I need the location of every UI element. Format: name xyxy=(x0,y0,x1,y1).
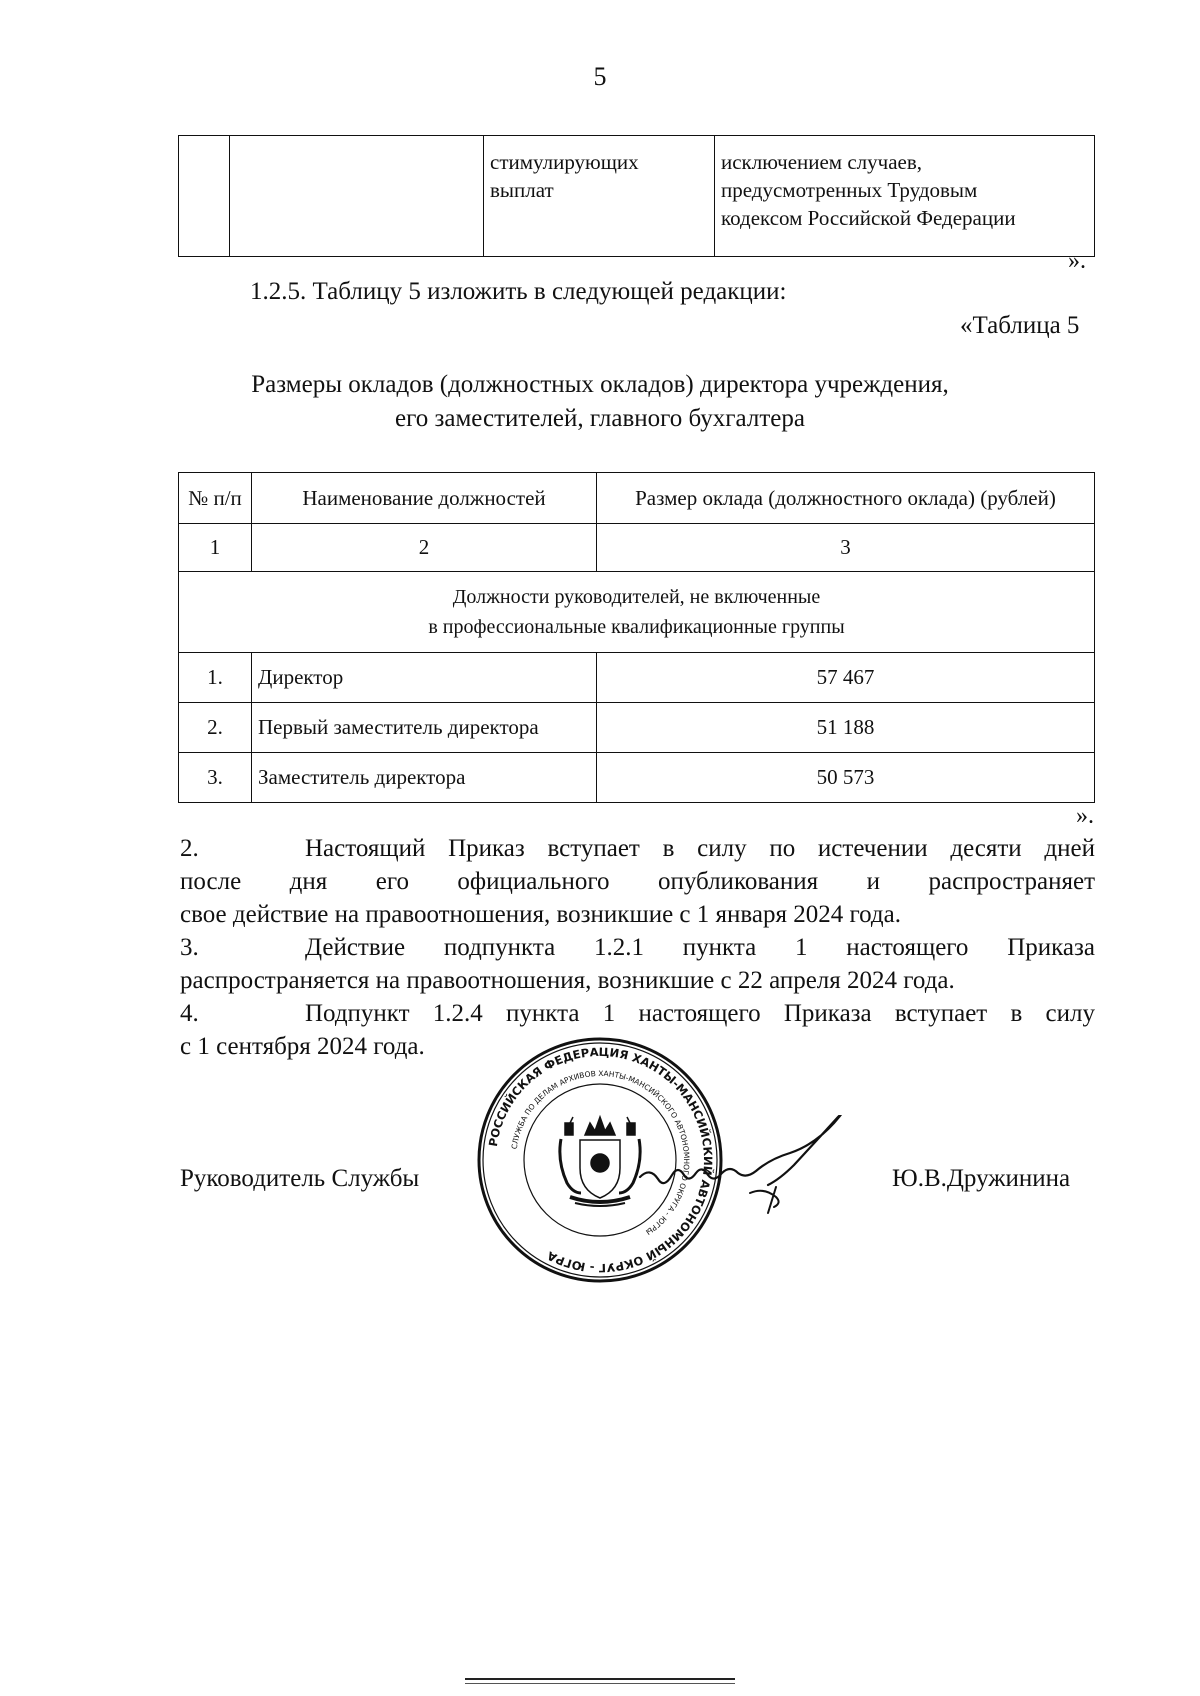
table-group-row xyxy=(179,572,1095,653)
table-row xyxy=(179,653,1095,703)
group-line: Должности руководителей, не включенные xyxy=(452,586,821,608)
table-cell: 3 xyxy=(597,524,1095,572)
position-name: Заместитель директора xyxy=(252,753,597,803)
signature-icon xyxy=(630,1115,890,1225)
item-3 xyxy=(180,931,1095,997)
page-number: 5 xyxy=(593,62,607,91)
coat-of-arms-icon xyxy=(560,1117,640,1206)
item-line: с 1 сентября 2024 года. xyxy=(180,1033,425,1060)
cell-text: кодексом Российской Федерации xyxy=(721,206,1016,230)
salary-value: 50 573 xyxy=(597,753,1095,803)
caption-line: его заместителей, главного бухгалтера xyxy=(395,405,805,432)
table-row xyxy=(179,136,1095,257)
item-number xyxy=(180,832,305,865)
header-cell: № п/п xyxy=(179,473,252,524)
signatory-name: Ю.В.Дружинина xyxy=(892,1165,1071,1192)
closing-quote: ». xyxy=(1068,248,1086,274)
table-cell: 1 xyxy=(179,524,252,572)
item-line xyxy=(180,832,1095,865)
table-cell xyxy=(179,136,230,257)
item-line: распространяется на правоотношения, возникшие с 22 апреля 2024 года. xyxy=(180,967,955,994)
item-number xyxy=(180,997,305,1030)
item-line: свое действие на правоотношения, возникшие с 1 января 2024 года. xyxy=(180,901,901,928)
table-caption xyxy=(0,368,1200,436)
cell-text: стимулирующих xyxy=(490,150,639,174)
table-cell: 2 xyxy=(252,524,597,572)
item-line: после дня его официального опубликования и распространяет xyxy=(180,868,1095,895)
table-header-row xyxy=(179,473,1095,524)
item-number-text: 2. xyxy=(180,835,199,862)
cell-text: исключением случаев, xyxy=(721,150,923,174)
row-number: 3. xyxy=(179,753,252,803)
row-number: 2. xyxy=(179,703,252,753)
footer-line xyxy=(465,1683,735,1684)
table-label: «Таблица 5 xyxy=(960,312,1080,339)
row-number: 1. xyxy=(179,653,252,703)
item-line xyxy=(180,997,1095,1030)
seal-outer-text: РОССИЙСКАЯ ФЕДЕРАЦИЯ ХАНТЫ-МАНСИЙСКИЙ АВТОНОМНЫЙ ОКРУГ - ЮГРА xyxy=(485,1044,716,1276)
salary-value: 57 467 xyxy=(597,653,1095,703)
caption-line: Размеры окладов (должностных окладов) директора учреждения, xyxy=(251,371,949,398)
table-row xyxy=(179,753,1095,803)
table-cell xyxy=(484,136,715,257)
group-cell xyxy=(179,572,1095,653)
seal-inner-text: СЛУЖБА ПО ДЕЛАМ АРХИВОВ ХАНТЫ-МАНСИЙСКОГО АВТОНОМНОГО ОКРУГА - ЮГРЫ xyxy=(509,1068,692,1237)
position-name: Директор xyxy=(252,653,597,703)
item-2 xyxy=(180,832,1095,931)
group-line: в профессиональные квалификационные группы xyxy=(428,616,845,638)
signatory-position: Руководитель Службы xyxy=(180,1165,420,1192)
paragraph-1-2-5: 1.2.5. Таблицу 5 изложить в следующей редакции: xyxy=(250,278,787,305)
table-row xyxy=(179,703,1095,753)
item-line xyxy=(180,931,1095,964)
closing-quote: ». xyxy=(1076,803,1094,829)
header-cell: Размер оклада (должностного оклада) (рублей) xyxy=(597,473,1095,524)
item-text: Настоящий Приказ вступает в силу по истечении десяти дней xyxy=(305,835,1095,862)
table-row xyxy=(179,524,1095,572)
item-number-text: 3. xyxy=(180,934,199,961)
position-name: Первый заместитель директора xyxy=(252,703,597,753)
table-cell xyxy=(230,136,484,257)
item-text: Подпункт 1.2.4 пункта 1 настоящего Приказа вступает в силу xyxy=(305,1000,1095,1027)
header-cell: Наименование должностей xyxy=(252,473,597,524)
footer-line xyxy=(465,1678,735,1680)
salary-value: 51 188 xyxy=(597,703,1095,753)
item-text: Действие подпункта 1.2.1 пункта 1 настоящего Приказа xyxy=(305,934,1095,961)
item-number-text: 4. xyxy=(180,1000,199,1027)
continuation-table xyxy=(178,135,1095,257)
cell-text: предусмотренных Трудовым xyxy=(721,178,978,202)
cell-text: выплат xyxy=(490,178,554,202)
item-number xyxy=(180,931,305,964)
table-cell xyxy=(715,136,1095,257)
salary-table xyxy=(178,472,1095,803)
